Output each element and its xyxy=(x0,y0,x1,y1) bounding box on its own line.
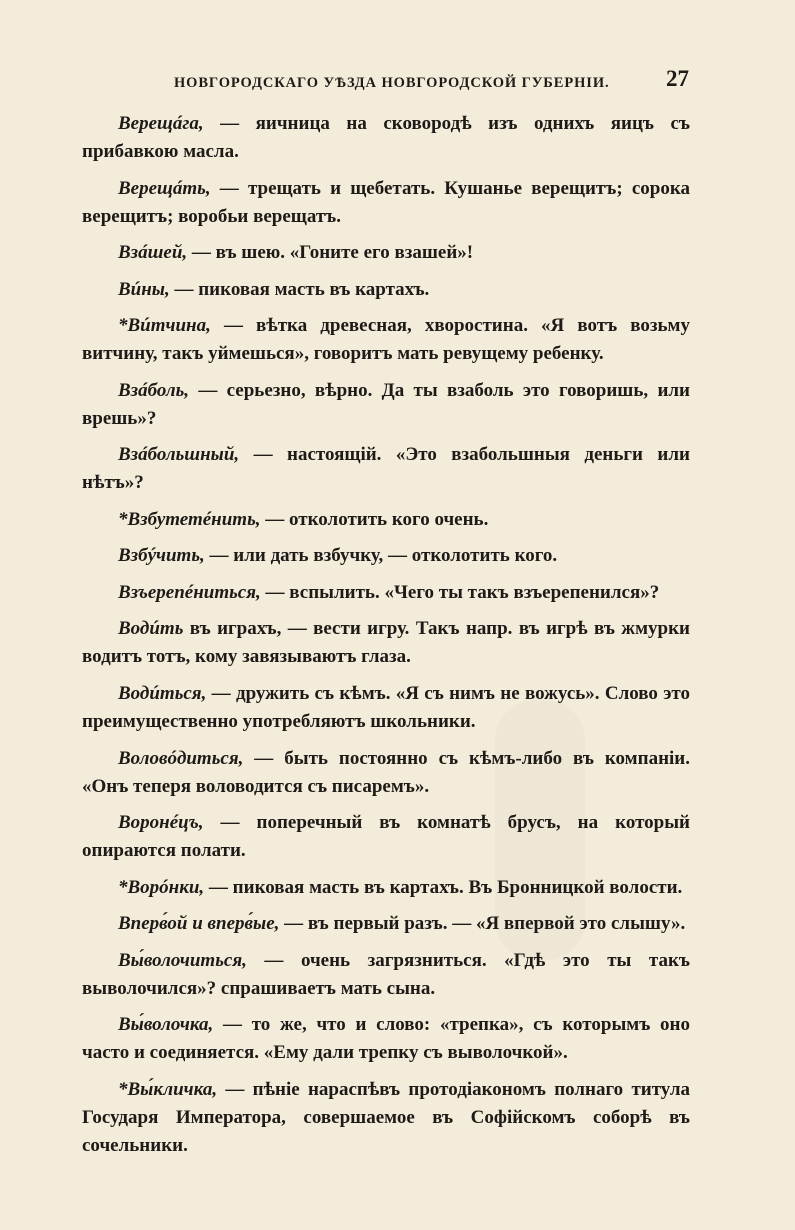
definition: — вѣтка древесная, хворостина. «Я вотъ возьму витчину, такъ уймешься», говоритъ мать ревущему ребенку. xyxy=(82,315,690,365)
headword: Взáшей, xyxy=(118,242,188,264)
dictionary-entry xyxy=(82,910,690,938)
definition: — или дать взбучку, — отколотить кого. xyxy=(204,545,558,567)
dictionary-entry xyxy=(82,1076,690,1160)
definition: — пиковая масть въ картахъ. xyxy=(169,278,430,300)
headword: Вúны, xyxy=(118,278,170,300)
headword: Взбýчить, xyxy=(118,545,205,567)
headword: Вы́волочка, xyxy=(118,1014,214,1036)
definition: — вспылить. «Чего ты такъ взъерепенился»? xyxy=(260,581,660,603)
headword: Взъерепéниться, xyxy=(118,581,261,603)
headword: Взáбольшный, xyxy=(118,444,240,466)
definition: — поперечный въ комнатѣ брусъ, на который опираются полати. xyxy=(82,812,690,862)
dictionary-entry xyxy=(82,680,690,736)
definition: — отколотить кого очень. xyxy=(260,508,489,530)
page-header xyxy=(174,58,689,92)
definition: — то же, что и слово: «трепка», съ которымъ оно часто и соединяется. «Ему дали трепку съ выволочкой». xyxy=(82,1014,690,1064)
definition: — быть постоянно съ кѣмъ-либо въ компаніи. «Онъ теперя воловодится съ писаремъ». xyxy=(82,747,690,797)
definition: — въ первый разъ. — «Я впервой это слышу». xyxy=(279,913,686,935)
dictionary-entry xyxy=(82,947,690,1003)
dictionary-entry xyxy=(82,874,690,902)
definition: — пѣніе нараспѣвъ протодіакономъ полнаго титула Государя Императора, совершаемое въ Софійскомъ соборѣ въ сочельники. xyxy=(82,1078,690,1156)
definition: — настоящій. «Это взабольшныя деньги или нѣтъ»? xyxy=(82,444,690,494)
headword: Вперв́ой и вперв́ые, xyxy=(118,913,280,935)
headword: Верещáть, xyxy=(118,177,211,199)
headword: Вы́волочиться, xyxy=(118,949,247,971)
headword: *Ворóнки, xyxy=(118,876,205,898)
headword: *Взбутетéнить, xyxy=(118,508,261,530)
definition: — дружить съ кѣмъ. «Я съ нимъ не вожусь». Слово это преимущественно употребляютъ школьники. xyxy=(82,683,690,733)
dictionary-entry xyxy=(82,1011,690,1067)
dictionary-entry xyxy=(82,615,690,671)
headword: Взáболь, xyxy=(118,379,190,401)
dictionary-entry xyxy=(82,745,690,801)
headword: *Вы́кличка, xyxy=(118,1078,218,1100)
dictionary-entry xyxy=(82,239,690,267)
running-title: НОВГОРОДСКАГО УѢЗДА НОВГОРОДСКОЙ ГУБЕРНІИ. xyxy=(174,75,610,91)
headword: Водúть xyxy=(118,618,184,640)
definition: въ играхъ, — вести игру. Такъ напр. въ игрѣ въ жмурки водитъ тотъ, кому завязываютъ глаза. xyxy=(82,618,690,668)
dictionary-entry xyxy=(82,276,690,304)
definition: — трещать и щебетать. Кушанье верещитъ; сорока верещитъ; воробьи верещатъ. xyxy=(82,177,690,227)
headword: *Вúтчина, xyxy=(118,315,211,337)
dictionary-text xyxy=(82,110,690,1168)
dictionary-entry xyxy=(82,175,690,231)
definition: — яичница на сковородѣ изъ однихъ яицъ съ прибавкою масла. xyxy=(82,113,690,162)
headword: Водúться, xyxy=(118,683,207,705)
headword: Воловóдиться, xyxy=(118,747,244,769)
dictionary-entry xyxy=(82,809,690,865)
dictionary-entry xyxy=(82,579,690,607)
headword: Воронéцъ, xyxy=(118,812,204,834)
dictionary-entry xyxy=(82,542,690,570)
page-number: 27 xyxy=(666,66,689,91)
definition: — очень загрязниться. «Гдѣ это ты такъ выволочился»? спрашиваетъ мать сына. xyxy=(82,949,690,999)
dictionary-entry xyxy=(82,110,690,166)
dictionary-entry xyxy=(82,377,690,433)
dictionary-entry xyxy=(82,312,690,368)
definition: — пиковая масть въ картахъ. Въ Бронницкой волости. xyxy=(204,876,683,898)
definition: — въ шею. «Гоните его взашей»! xyxy=(187,242,474,264)
dictionary-entry xyxy=(82,506,690,534)
headword: Верещáга, xyxy=(118,113,204,134)
dictionary-entry xyxy=(82,441,690,497)
definition: — серьезно, вѣрно. Да ты взаболь это говоришь, или врешь»? xyxy=(82,379,690,429)
